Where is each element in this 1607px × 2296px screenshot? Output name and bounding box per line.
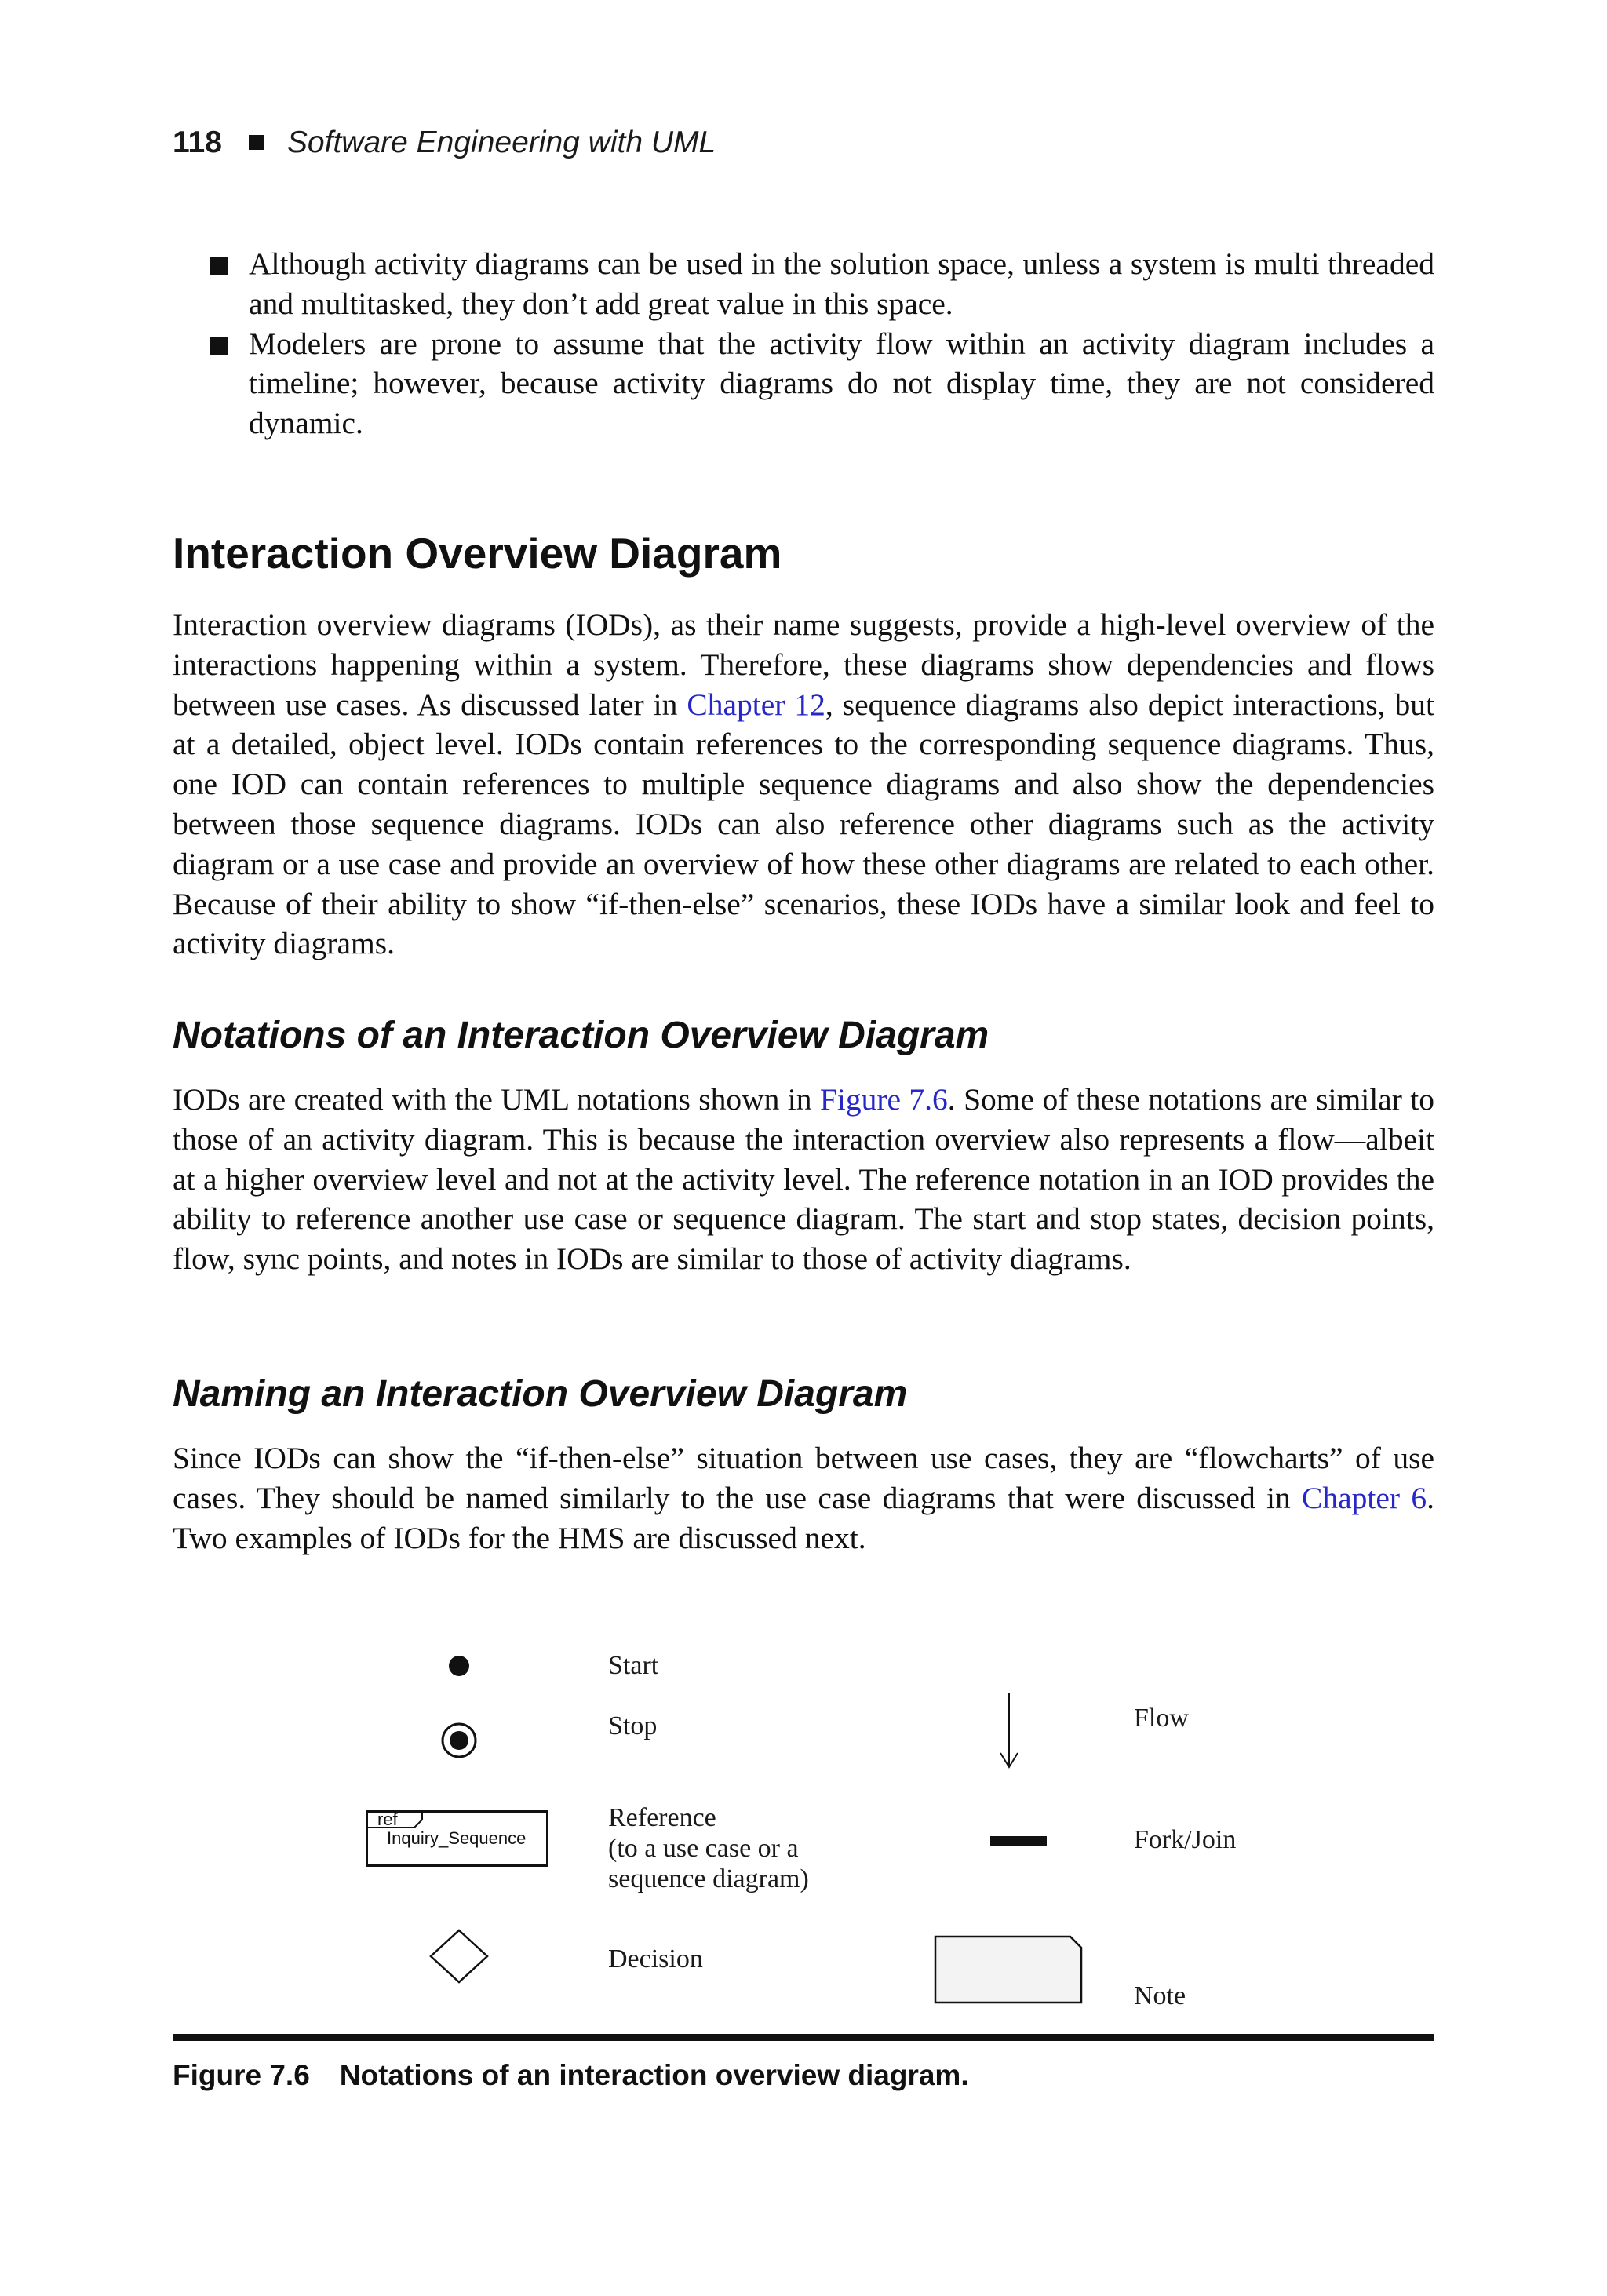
label-start: Start xyxy=(608,1651,659,1680)
start-node-icon xyxy=(439,1646,479,1686)
square-bullet-icon xyxy=(210,337,228,355)
square-bullet-icon xyxy=(249,135,264,150)
flow-arrow-icon xyxy=(992,1693,1026,1772)
label-decision: Decision xyxy=(608,1944,703,1973)
subsection-heading-naming: Naming an Interaction Overview Diagram xyxy=(173,1373,908,1415)
ref-sequence-name: Inquiry_Sequence xyxy=(387,1828,527,1848)
note-shape-icon xyxy=(934,1935,1084,2004)
label-note: Note xyxy=(1134,1981,1186,2010)
stop-node-icon xyxy=(437,1718,481,1762)
book-title: Software Engineering with UML xyxy=(286,126,716,159)
decision-diamond-icon xyxy=(428,1927,490,1985)
paragraph-text: . Some of these notations are similar to those of an activity diagram. This is because the interaction overview also represents a flow—albeit at a higher overview level and not at the activity level. The reference notation in an IOD provides the ability to reference another use case or sequence diagram. The start and stop states, decision points, flow, sync points, and notes in IODs are similar to those of activity diagrams. xyxy=(173,1082,1434,1277)
paragraph-text: , sequence diagrams also depict interactions, but at a detailed, object level. IODs contain references to the corresponding sequence diagrams. Thus, one IOD can contain references to multiple sequence diagrams and also show the dependencies between those sequence diagrams. IODs can also reference other diagrams such as the activity diagram or a use case and provide an overview of how these other diagrams are related to each other. Because of their ability to show “if-then-else” scenarios, these IODs have a similar look and feel to activity diagrams. xyxy=(173,687,1434,961)
figure-7-6-link[interactable]: Figure 7.6 xyxy=(819,1082,948,1117)
figure-label: Figure 7.6 xyxy=(173,2059,310,2091)
bullet-text: Although activity diagrams can be used in the solution space, unless a system is multi threaded and multitasked, they don’t add great value in this space. xyxy=(249,246,1434,321)
subsection-heading-notations: Notations of an Interaction Overview Diagram xyxy=(173,1015,989,1056)
notations-paragraph xyxy=(173,1080,1434,1279)
label-flow: Flow xyxy=(1134,1704,1189,1733)
paragraph-text: IODs are created with the UML notations shown in xyxy=(173,1082,820,1117)
page-number: 118 xyxy=(173,126,222,159)
label-reference-line: Reference xyxy=(608,1803,716,1832)
figure-rule xyxy=(173,2034,1434,2041)
figure-caption xyxy=(173,2059,969,2092)
chapter-6-link[interactable]: Chapter 6 xyxy=(1302,1480,1427,1515)
label-reference xyxy=(608,1802,809,1894)
running-head xyxy=(173,126,716,160)
square-bullet-icon xyxy=(210,257,228,275)
label-reference-line: (to a use case or a xyxy=(608,1834,799,1863)
section-paragraph xyxy=(173,605,1434,964)
fork-join-bar-icon xyxy=(990,1836,1047,1846)
ref-tag: ref xyxy=(377,1809,398,1829)
bullet-item xyxy=(173,324,1434,443)
label-reference-line: sequence diagram) xyxy=(608,1864,809,1893)
label-stop: Stop xyxy=(608,1711,658,1740)
bullet-list xyxy=(173,244,1434,443)
paragraph-text: Since IODs can show the “if-then-else” situation between use cases, they are “flowcharts” of use cases. They should be named similarly to the use case diagrams that were discussed in xyxy=(173,1441,1434,1515)
bullet-text: Modelers are prone to assume that the activity flow within an activity diagram includes a timeline; however, because activity diagrams do not display time, they are not considered dynamic. xyxy=(249,326,1434,441)
chapter-12-link[interactable]: Chapter 12 xyxy=(687,687,825,722)
naming-paragraph xyxy=(173,1438,1434,1558)
label-fork-join: Fork/Join xyxy=(1134,1825,1237,1854)
bullet-item xyxy=(173,244,1434,324)
section-heading: Interaction Overview Diagram xyxy=(173,529,782,578)
paragraph-text: . Two examples of IODs for the HMS are discussed next. xyxy=(173,1480,1434,1555)
figure-caption-text: Notations of an interaction overview diagram. xyxy=(339,2059,969,2091)
reference-frame xyxy=(366,1810,548,1867)
paragraph-text: Interaction overview diagrams (IODs), as their name suggests, provide a high-level overview of the interactions happening within a system. Therefore, these diagrams show dependencies and flows between use cases. As discussed later in xyxy=(173,607,1434,722)
